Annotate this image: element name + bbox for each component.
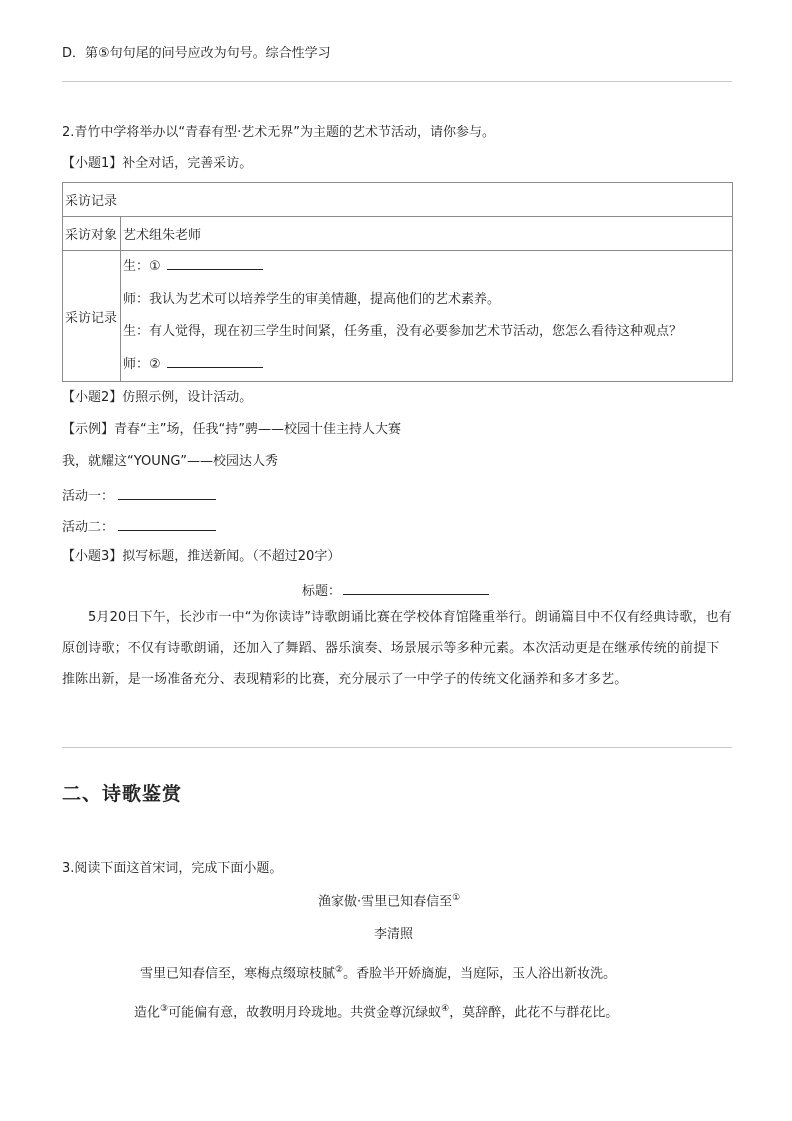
activity-2: 活动二： xyxy=(62,518,216,534)
footnote-marker: ④ xyxy=(441,1004,450,1014)
interview-table xyxy=(62,182,733,382)
question-2-intro: 2.青竹中学将举办以“青春有型·艺术无界”为主题的艺术节活动，请你参与。 xyxy=(62,125,496,140)
table-header: 采访记录 xyxy=(63,183,733,217)
answer-blank-2[interactable] xyxy=(167,355,263,368)
subquestion-2-title: 【小题2】仿照示例，设计活动。 xyxy=(62,390,253,405)
record-line-1: 生：① xyxy=(123,251,730,284)
answer-blank-1[interactable] xyxy=(167,257,263,270)
subquestion-1-title: 【小题1】补全对话，完善采访。 xyxy=(62,156,253,171)
news-paragraph: 5月20日下午，长沙市一中“为你读诗”诗歌朗诵比赛在学校体育馆隆重举行。朗诵篇目中不仅有经典诗歌，也有原创诗歌；不仅有诗歌朗诵，还加入了舞蹈、器乐演奏、场景展示等多种元素。本次活动更是在继承传统的前提下推陈出新，是一场准备充分、表现精彩的比赛，充分展示了一中学子的传统文化涵养和多才多艺。 xyxy=(62,610,732,687)
record-content xyxy=(121,251,733,382)
title-field: 标题： xyxy=(302,582,489,598)
footnote-marker: ③ xyxy=(160,1004,169,1014)
activity-1-blank[interactable] xyxy=(118,487,216,500)
divider xyxy=(62,747,732,748)
poem-line-1: 雪里已知春信至，寒梅点缀琼枝腻②。香脸半开娇旖旎，当庭际，玉人浴出新妆洗。 xyxy=(140,965,617,982)
subject-label: 采访对象 xyxy=(63,217,121,251)
example-text-2: 我，就耀这“YOUNG”——校园达人秀 xyxy=(62,454,278,469)
footnote-marker: ① xyxy=(452,893,461,903)
question-3-intro: 3.阅读下面这首宋词，完成下面小题。 xyxy=(62,861,283,876)
poem-title: 渔家傲·雪里已知春信至① xyxy=(318,893,461,910)
record-line-3: 生：有人觉得，现在初三学生时间紧，任务重，没有必要参加艺术节活动，您怎么看待这种观点？ xyxy=(123,324,683,339)
example-text: 【示例】青春“主”场，任我“持”骋——校园十佳主持人大赛 xyxy=(62,422,401,437)
divider xyxy=(62,81,732,82)
record-line-4: 师：② xyxy=(123,349,730,382)
poem-line-2: 造化③可能偏有意，故教明月玲珑地。共赏金尊沉绿蚁④，莫辞醉，此花不与群花比。 xyxy=(134,1004,619,1021)
subject-value: 艺术组朱老师 xyxy=(121,217,733,251)
subquestion-3-title: 【小题3】拟写标题，推送新闻。（不超过20字） xyxy=(62,549,341,564)
poem-author: 李清照 xyxy=(374,927,414,942)
record-label: 采访记录 xyxy=(63,251,121,382)
record-line-2: 师：我认为艺术可以培养学生的审美情趣，提高他们的艺术素养。 xyxy=(123,291,501,307)
activity-1: 活动一： xyxy=(62,487,216,503)
option-d-text: D．第⑤句句尾的问号应改为句号。综合性学习 xyxy=(62,46,331,61)
title-blank[interactable] xyxy=(343,582,489,595)
section-title: 二、诗歌鉴赏 xyxy=(62,783,183,805)
footnote-marker: ② xyxy=(335,965,344,975)
activity-2-blank[interactable] xyxy=(118,518,216,531)
